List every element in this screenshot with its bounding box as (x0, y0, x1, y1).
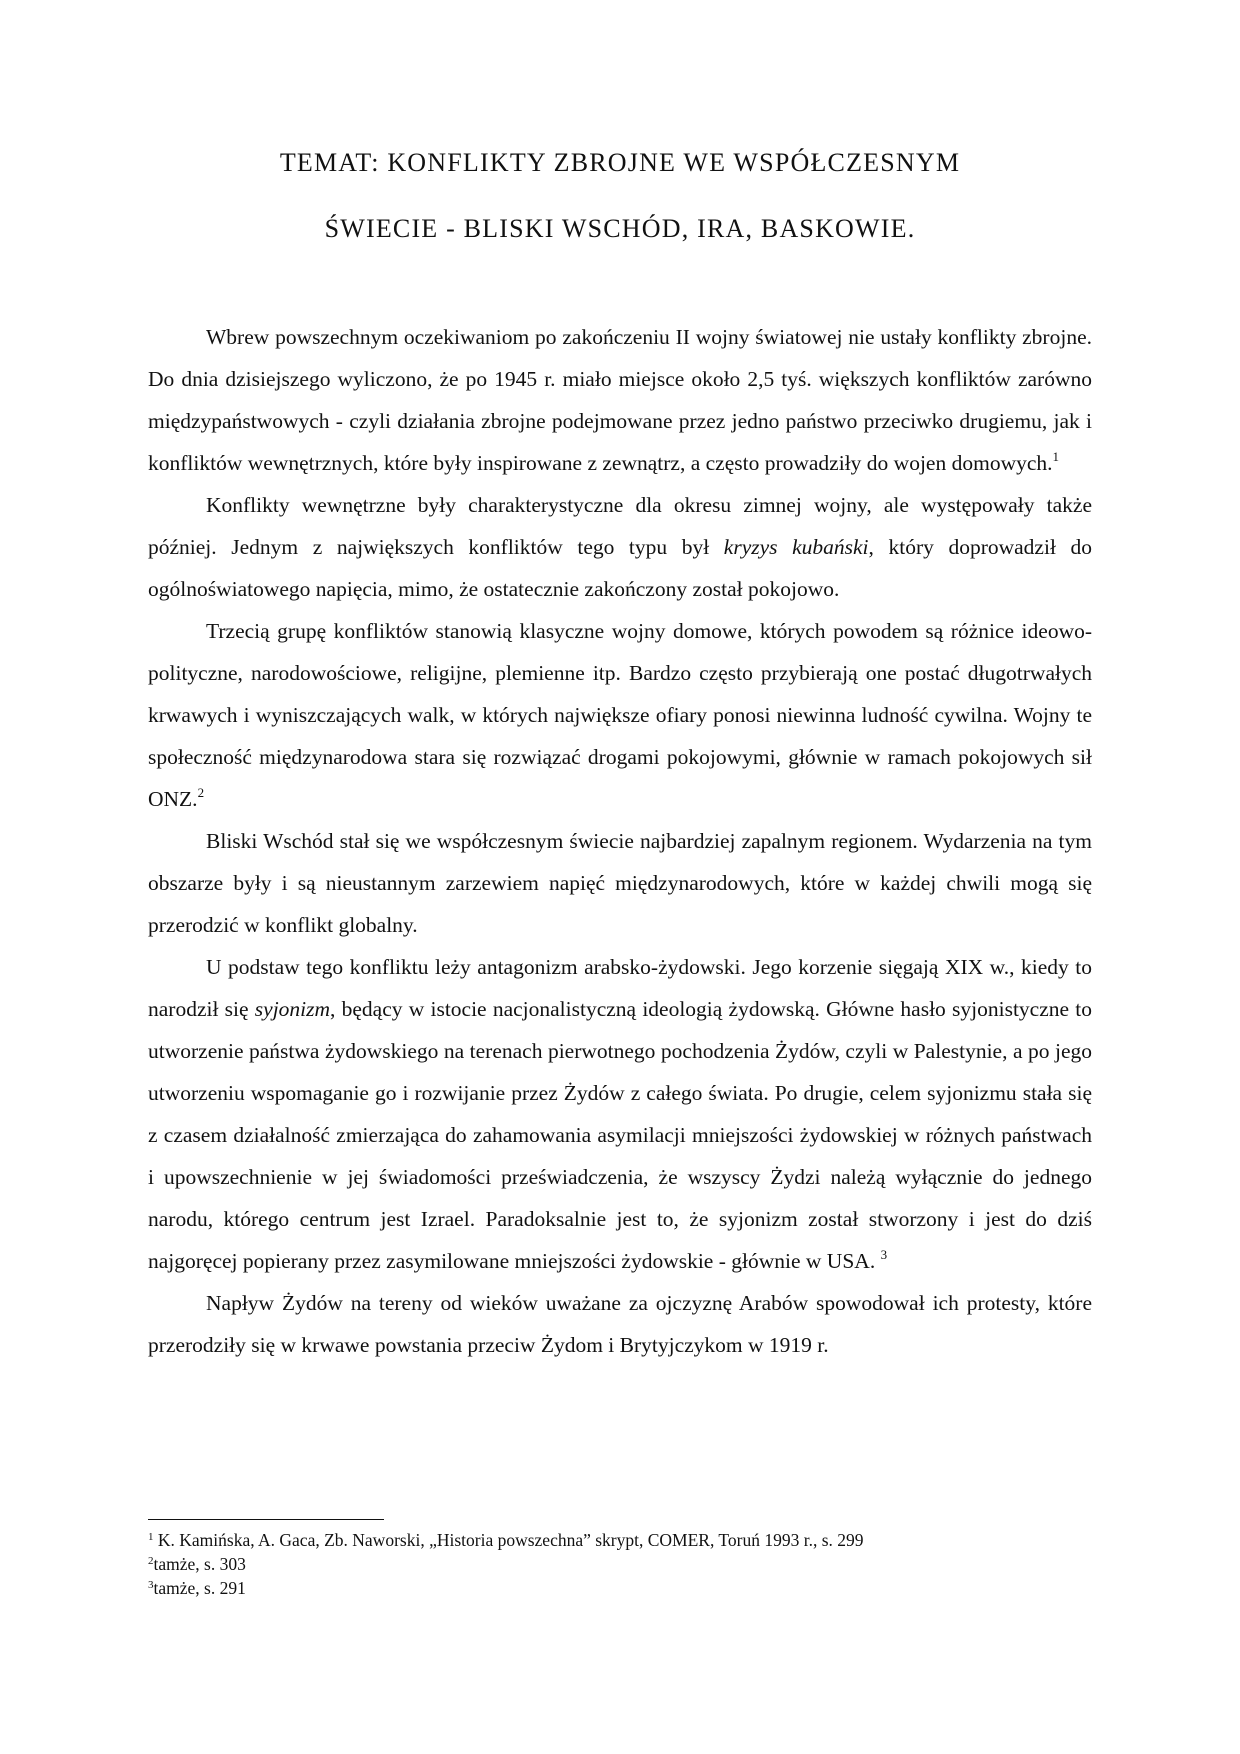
footnote-text: tamże, s. 291 (153, 1578, 246, 1598)
footnote-number: 2 (148, 1555, 154, 1567)
footnote-number: 3 (148, 1579, 154, 1591)
paragraph-1 (148, 316, 1092, 484)
paragraph-5 (148, 946, 1092, 1282)
paragraph-3-text: Trzecią grupę konfliktów stanowią klasyczne wojny domowe, których powodem są różnice ideowo-polityczne, narodowościowe, religijne, plemienne itp. Bardzo często przybierają one postać długotrwałych krwawych i wyniszczających walk, w których największe ofiary ponosi niewinna ludność cywilna. Wojny te społeczność międzynarodowa stara się rozwiązać drogami pokojowymi, głównie w ramach pokojowych sił ONZ. (148, 619, 1092, 811)
paragraph-5-text-b: , będący w istocie nacjonalistyczną ideologią żydowską. Główne hasło syjonistyczne to utworzenie państwa żydowskiego na terenach pierwotnego pochodzenia Żydów, czyli w Palestynie, a po jego utworzeniu wspomaganie go i rozwijanie przez Żydów z całego świata. Po drugie, celem syjonizmu stała się z czasem działalność zmierzająca do zahamowania asymilacji mniejszości żydowskiej w różnych państwach i upowszechnienie w jej świadomości przeświadczenia, że wszyscy Żydzi należą wyłącznie do jednego narodu, którego centrum jest Izrael. Paradoksalnie jest to, że syjonizm został stworzony i jest do dziś najgoręcej popierany przez zasymilowane mniejszości żydowskie - głównie w USA. (148, 997, 1092, 1273)
paragraph-4 (148, 820, 1092, 946)
paragraph-5-text-a: U podstaw tego konfliktu leży antagonizm arabsko-żydowski. Jego korzenie sięgają XIX w., kiedy to narodził się (148, 955, 1092, 1021)
document-body (148, 316, 1092, 1366)
paragraph-3 (148, 610, 1092, 820)
footnote-2 (148, 1552, 1092, 1576)
paragraph-4-text: Bliski Wschód stał się we współczesnym świecie najbardziej zapalnym regionem. Wydarzenia na tym obszarze były i są nieustannym zarzewiem napięć międzynarodowych, które w każdej chwili mogą się przerodzić w konflikt globalny. (148, 829, 1092, 937)
footnote-separator (148, 1519, 384, 1520)
emphasis-kryzys-kubanski: kryzys kubański (723, 535, 869, 559)
paragraph-2-text-a: Konflikty wewnętrzne były charakterystyczne dla okresu zimnej wojny, ale występowały także później. Jednym z największych konfliktów tego typu był (148, 493, 1092, 559)
footnote-text: K. Kamińska, A. Gaca, Zb. Naworski, „Historia powszechna” skrypt, COMER, Toruń 1993 r., s. 299 (157, 1530, 864, 1550)
paragraph-6 (148, 1282, 1092, 1366)
page-title-line-2: ŚWIECIE - BLISKI WSCHÓD, IRA, BASKOWIE. (324, 214, 916, 243)
footnote-ref-1: 1 (1052, 449, 1060, 464)
footnote-ref-3: 3 (880, 1247, 888, 1262)
page-title-line-1: TEMAT: KONFLIKTY ZBROJNE WE WSPÓŁCZESNYM (279, 148, 961, 177)
emphasis-syjonizm: syjonizm (254, 997, 331, 1021)
footnote-ref-2: 2 (197, 785, 205, 800)
footnote-3 (148, 1576, 1092, 1600)
footnote-1 (148, 1528, 1092, 1552)
paragraph-2 (148, 484, 1092, 610)
footnote-text: tamże, s. 303 (153, 1554, 246, 1574)
paragraph-1-text: Wbrew powszechnym oczekiwaniom po zakończeniu II wojny światowej nie ustały konflikty zbrojne. Do dnia dzisiejszego wyliczono, że po 1945 r. miało miejsce około 2,5 tyś. większych konfliktów zarówno międzypaństwowych - czyli działania zbrojne podejmowane przez jedno państwo przeciwko drugiemu, jak i konfliktów wewnętrznych, które były inspirowane z zewnątrz, a często prowadziły do wojen domowych. (148, 325, 1092, 475)
paragraph-6-text: Napływ Żydów na tereny od wieków uważane za ojczyznę Arabów spowodował ich protesty, które przerodziły się w krwawe powstania przeciw Żydom i Brytyjczykom w 1919 r. (148, 1291, 1092, 1357)
footnote-number: 1 (148, 1531, 154, 1543)
footnotes (148, 1528, 1092, 1600)
paragraph-2-text-b: , który doprowadził do ogólnoświatowego napięcia, mimo, że ostatecznie zakończony został pokojowo. (148, 535, 1092, 601)
